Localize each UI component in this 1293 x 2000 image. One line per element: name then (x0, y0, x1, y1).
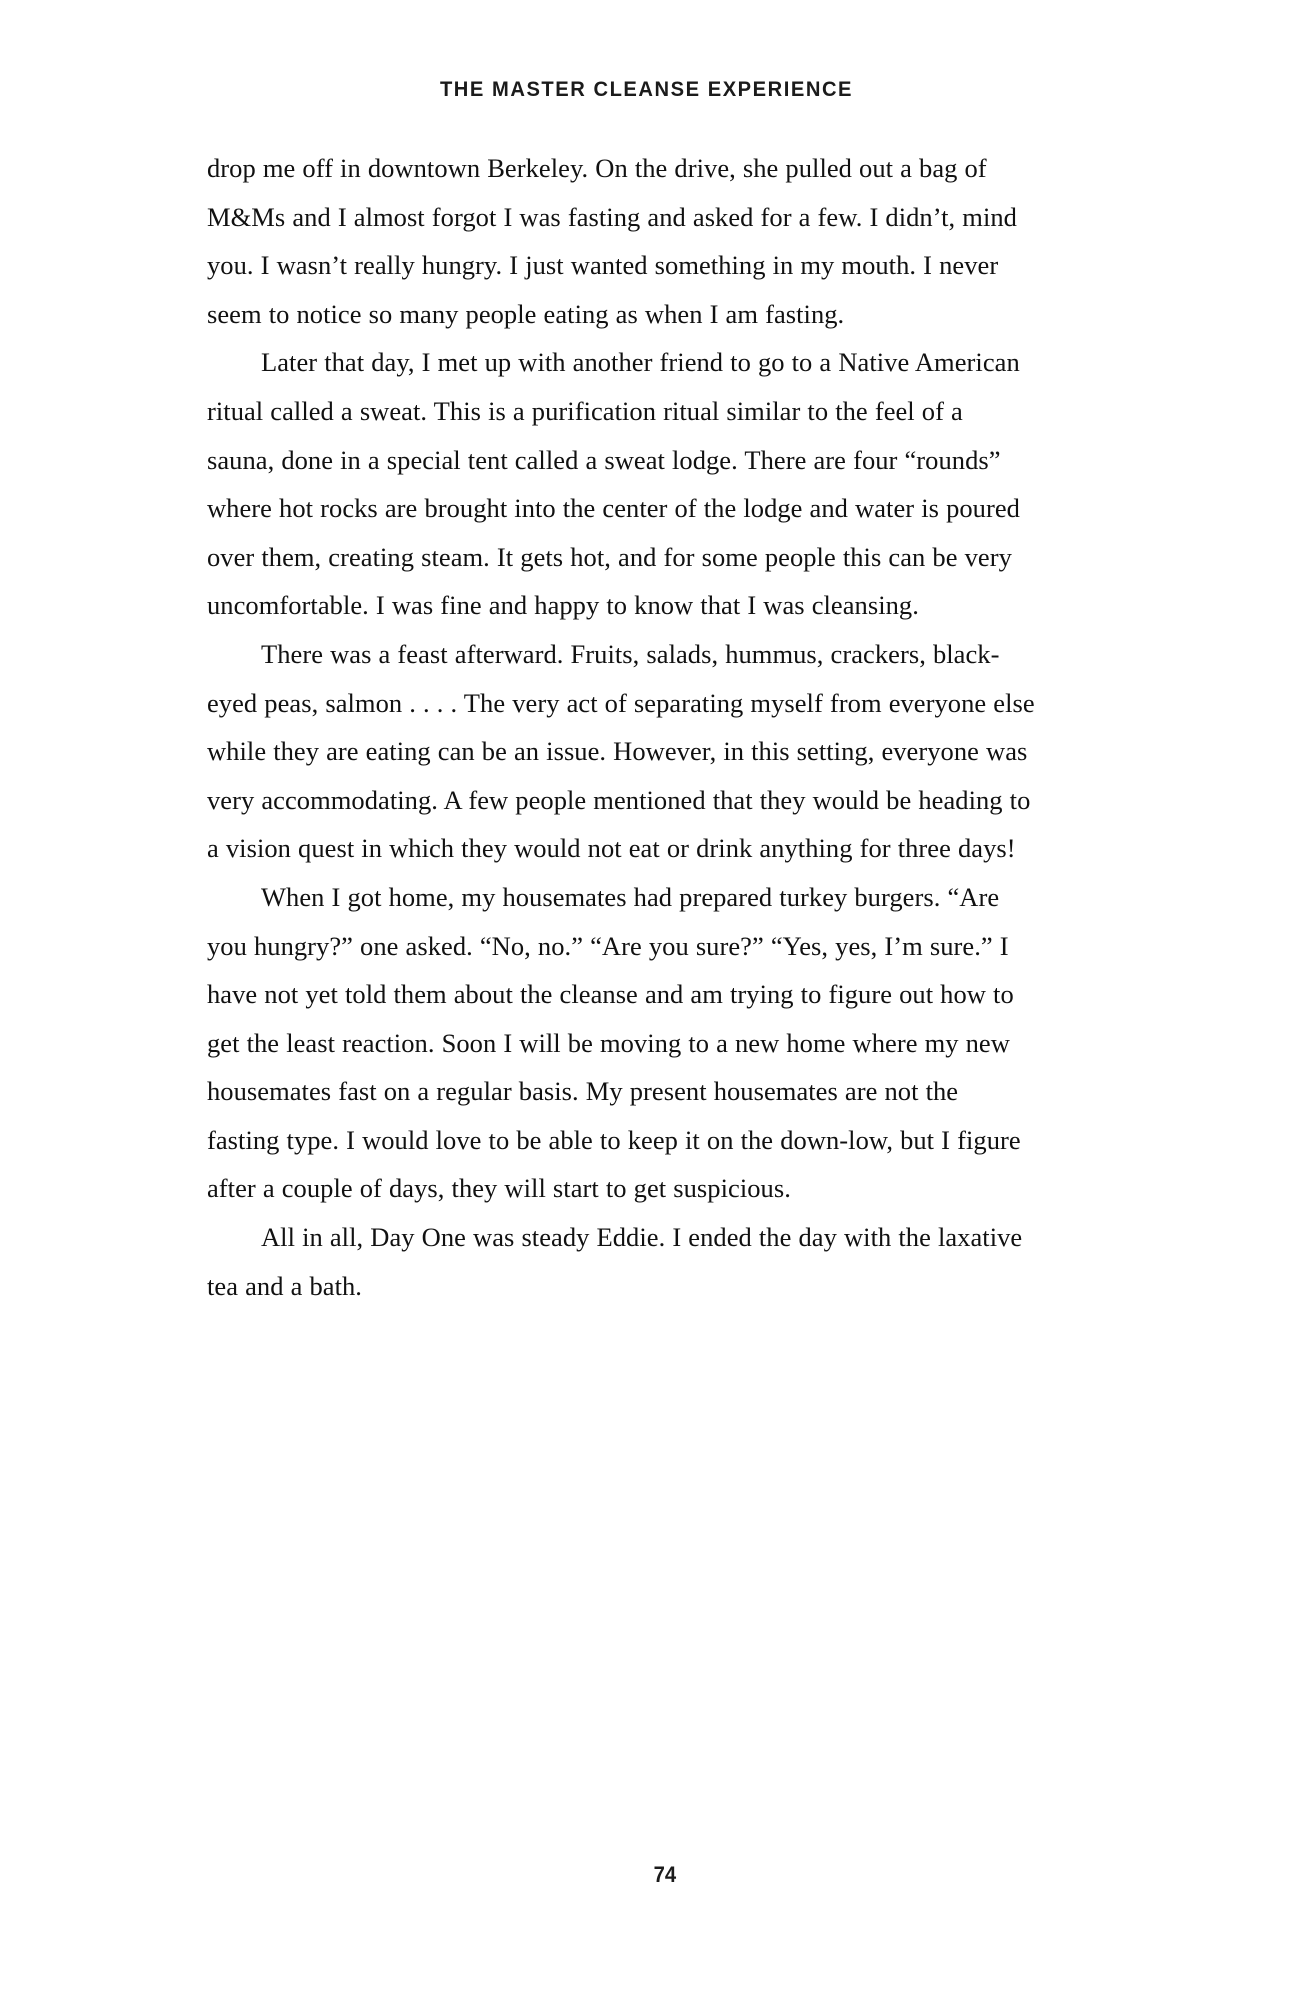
paragraph: All in all, Day One was steady Eddie. I ended the day with the laxative tea and a bath. (207, 1222, 1023, 1301)
paragraph: drop me off in downtown Berkeley. On the drive, she pulled out a bag of M&Ms and I almost forgot I was fasting and asked for a few. I didn’t, mind you. I wasn’t really hungry. I just wanted something in my mouth. I never seem to notice so many people eating as when I am fasting. (207, 153, 1017, 329)
paragraph: There was a feast afterward. Fruits, salads, hummus, crackers, black-eyed peas, salmon . . . . The very act of separating myself from everyone else while they are eating can be an issue. However, in this setting, everyone was very accommodating. A few people mentioned that they would be heading to a vision quest in which they would not eat or drink anything for three days! (207, 638, 1035, 864)
paragraph: When I got home, my housemates had prepared turkey burgers. “Are you hungry?” one asked. “No, no.” “Are you sure?” “Yes, yes, I’m sure.” I have not yet told them about the cleanse and am trying to figure out how to get the least reaction. Soon I will be moving to a new home where my new housemates fast on a regular basis. My present housemates are not the fasting type. I would love to be able to keep it on the down-low, but I figure after a couple of days, they will start to get suspicious. (207, 881, 1021, 1204)
running-head: THE MASTER CLEANSE EXPERIENCE (439, 78, 854, 101)
page-number: 74 (653, 1862, 677, 1887)
paragraph: Later that day, I met up with another friend to go to a Native American ritual called a sweat. This is a purification ritual similar to the feel of a sauna, done in a special tent called a sweat lodge. There are four “rounds” where hot rocks are brought into the center of the lodge and water is poured over them, creating steam. It gets hot, and for some people this can be very uncomfortable. I was fine and happy to know that I was cleansing. (207, 347, 1020, 621)
body-text-column (207, 144, 1035, 1310)
